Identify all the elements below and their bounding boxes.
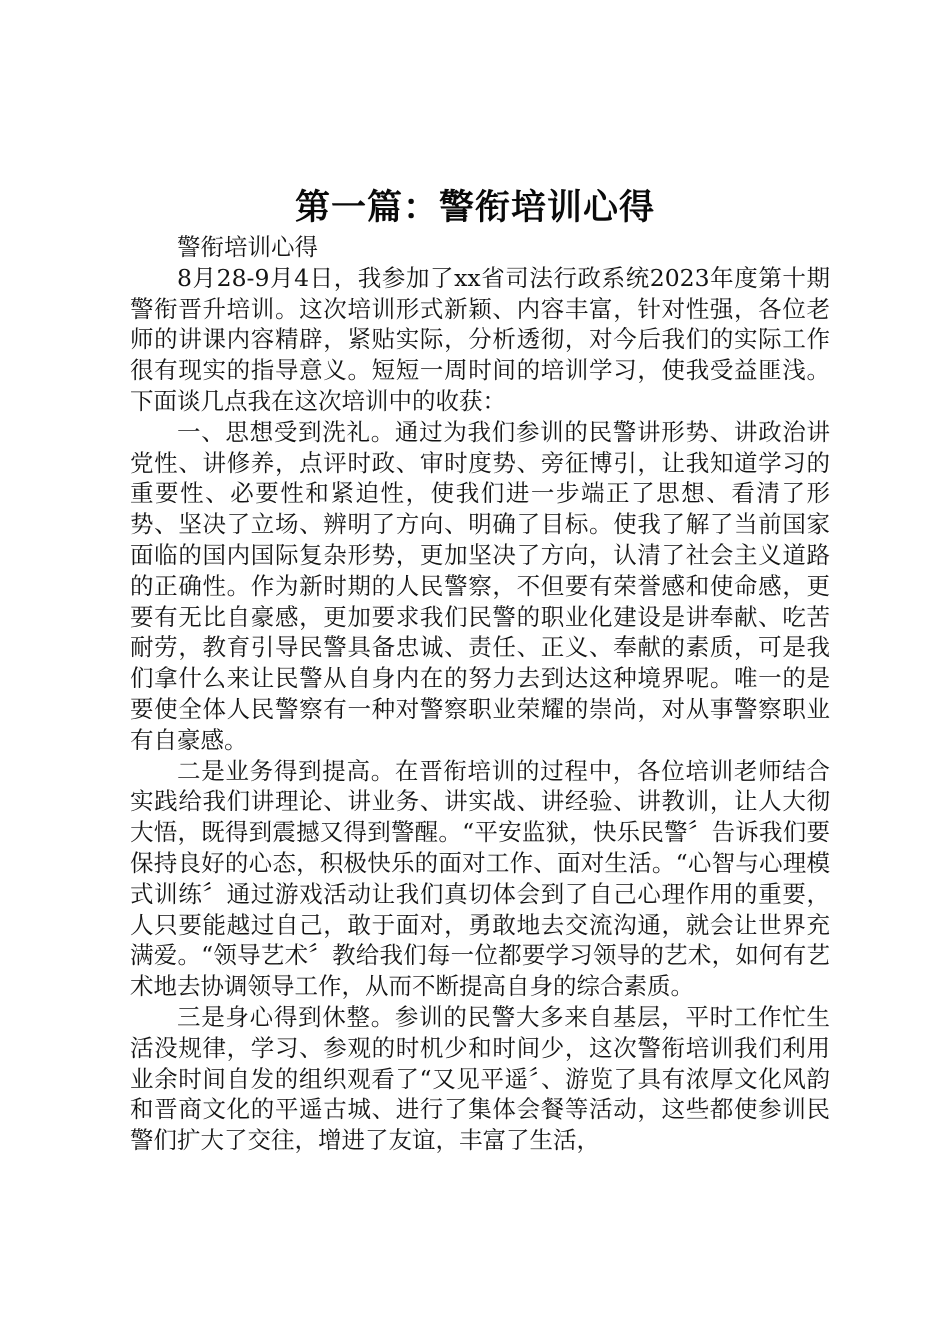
document-body [130, 232, 830, 1156]
paragraph-point-two: 二是业务得到提高。在晋衔培训的过程中，各位培训老师结合实践给我们讲理论、讲业务、讲实战、讲经验、讲教训，让人大彻大悟，既得到震撼又得到警醒。“平安监狱，快乐民警〞告诉我们要保持良好的心态，积极快乐的面对工作、面对生活。“心智与心理模式训练〞通过游戏活动让我们真切体会到了自己心理作用的重要，人只要能越过自己，敢于面对，勇敢地去交流沟通，就会让世界充满爱。“领导艺术〞教给我们每一位都要学习领导的艺术，如何有艺术地去协调领导工作，从而不断提高自身的综合素质。 [130, 756, 830, 1001]
paragraph-point-three: 三是身心得到休整。参训的民警大多来自基层，平时工作忙生活没规律，学习、参观的时机少和时间少，这次警衔培训我们利用业余时间自发的组织观看了“又见平遥〞、游览了具有浓厚文化风韵和晋商文化的平遥古城、进行了集体会餐等活动，这些都使参训民警们扩大了交往，增进了友谊，丰富了生活， [130, 1002, 830, 1155]
paragraph-point-one: 一、思想受到洗礼。通过为我们参训的民警讲形势、讲政治讲党性、讲修养，点评时政、审时度势、旁征博引，让我知道学习的重要性、必要性和紧迫性，使我们进一步端正了思想、看清了形势、坚决了立场、辨明了方向、明确了目标。使我了解了当前国家面临的国内国际复杂形势，更加坚决了方向，认清了社会主义道路的正确性。作为新时期的人民警察，不但要有荣誉感和使命感，更要有无比自豪感，更加要求我们民警的职业化建设是讲奉献、吃苦耐劳，教育引导民警具备忠诚、责任、正义、奉献的素质，可是我们拿什么来让民警从自身内在的努力去到达这种境界呢。唯一的是要使全体人民警察有一种对警察职业荣耀的崇尚，对从事警察职业有自豪感。 [130, 417, 830, 754]
document-subtitle: 警衔培训心得 [177, 233, 318, 261]
paragraph-intro: 8月28-9月4日，我参加了xx省司法行政系统2023年度第十期警衔晋升培训。这次培训形式新颖、内容丰富，针对性强，各位老师的讲课内容精辟，紧贴实际，分析透彻，对今后我们的实际工作很有现实的指导意义。短短一周时间的培训学习，使我受益匪浅。下面谈几点我在这次培训中的收获： [130, 263, 830, 415]
document-title: 第一篇：警衔培训心得 [294, 187, 655, 228]
